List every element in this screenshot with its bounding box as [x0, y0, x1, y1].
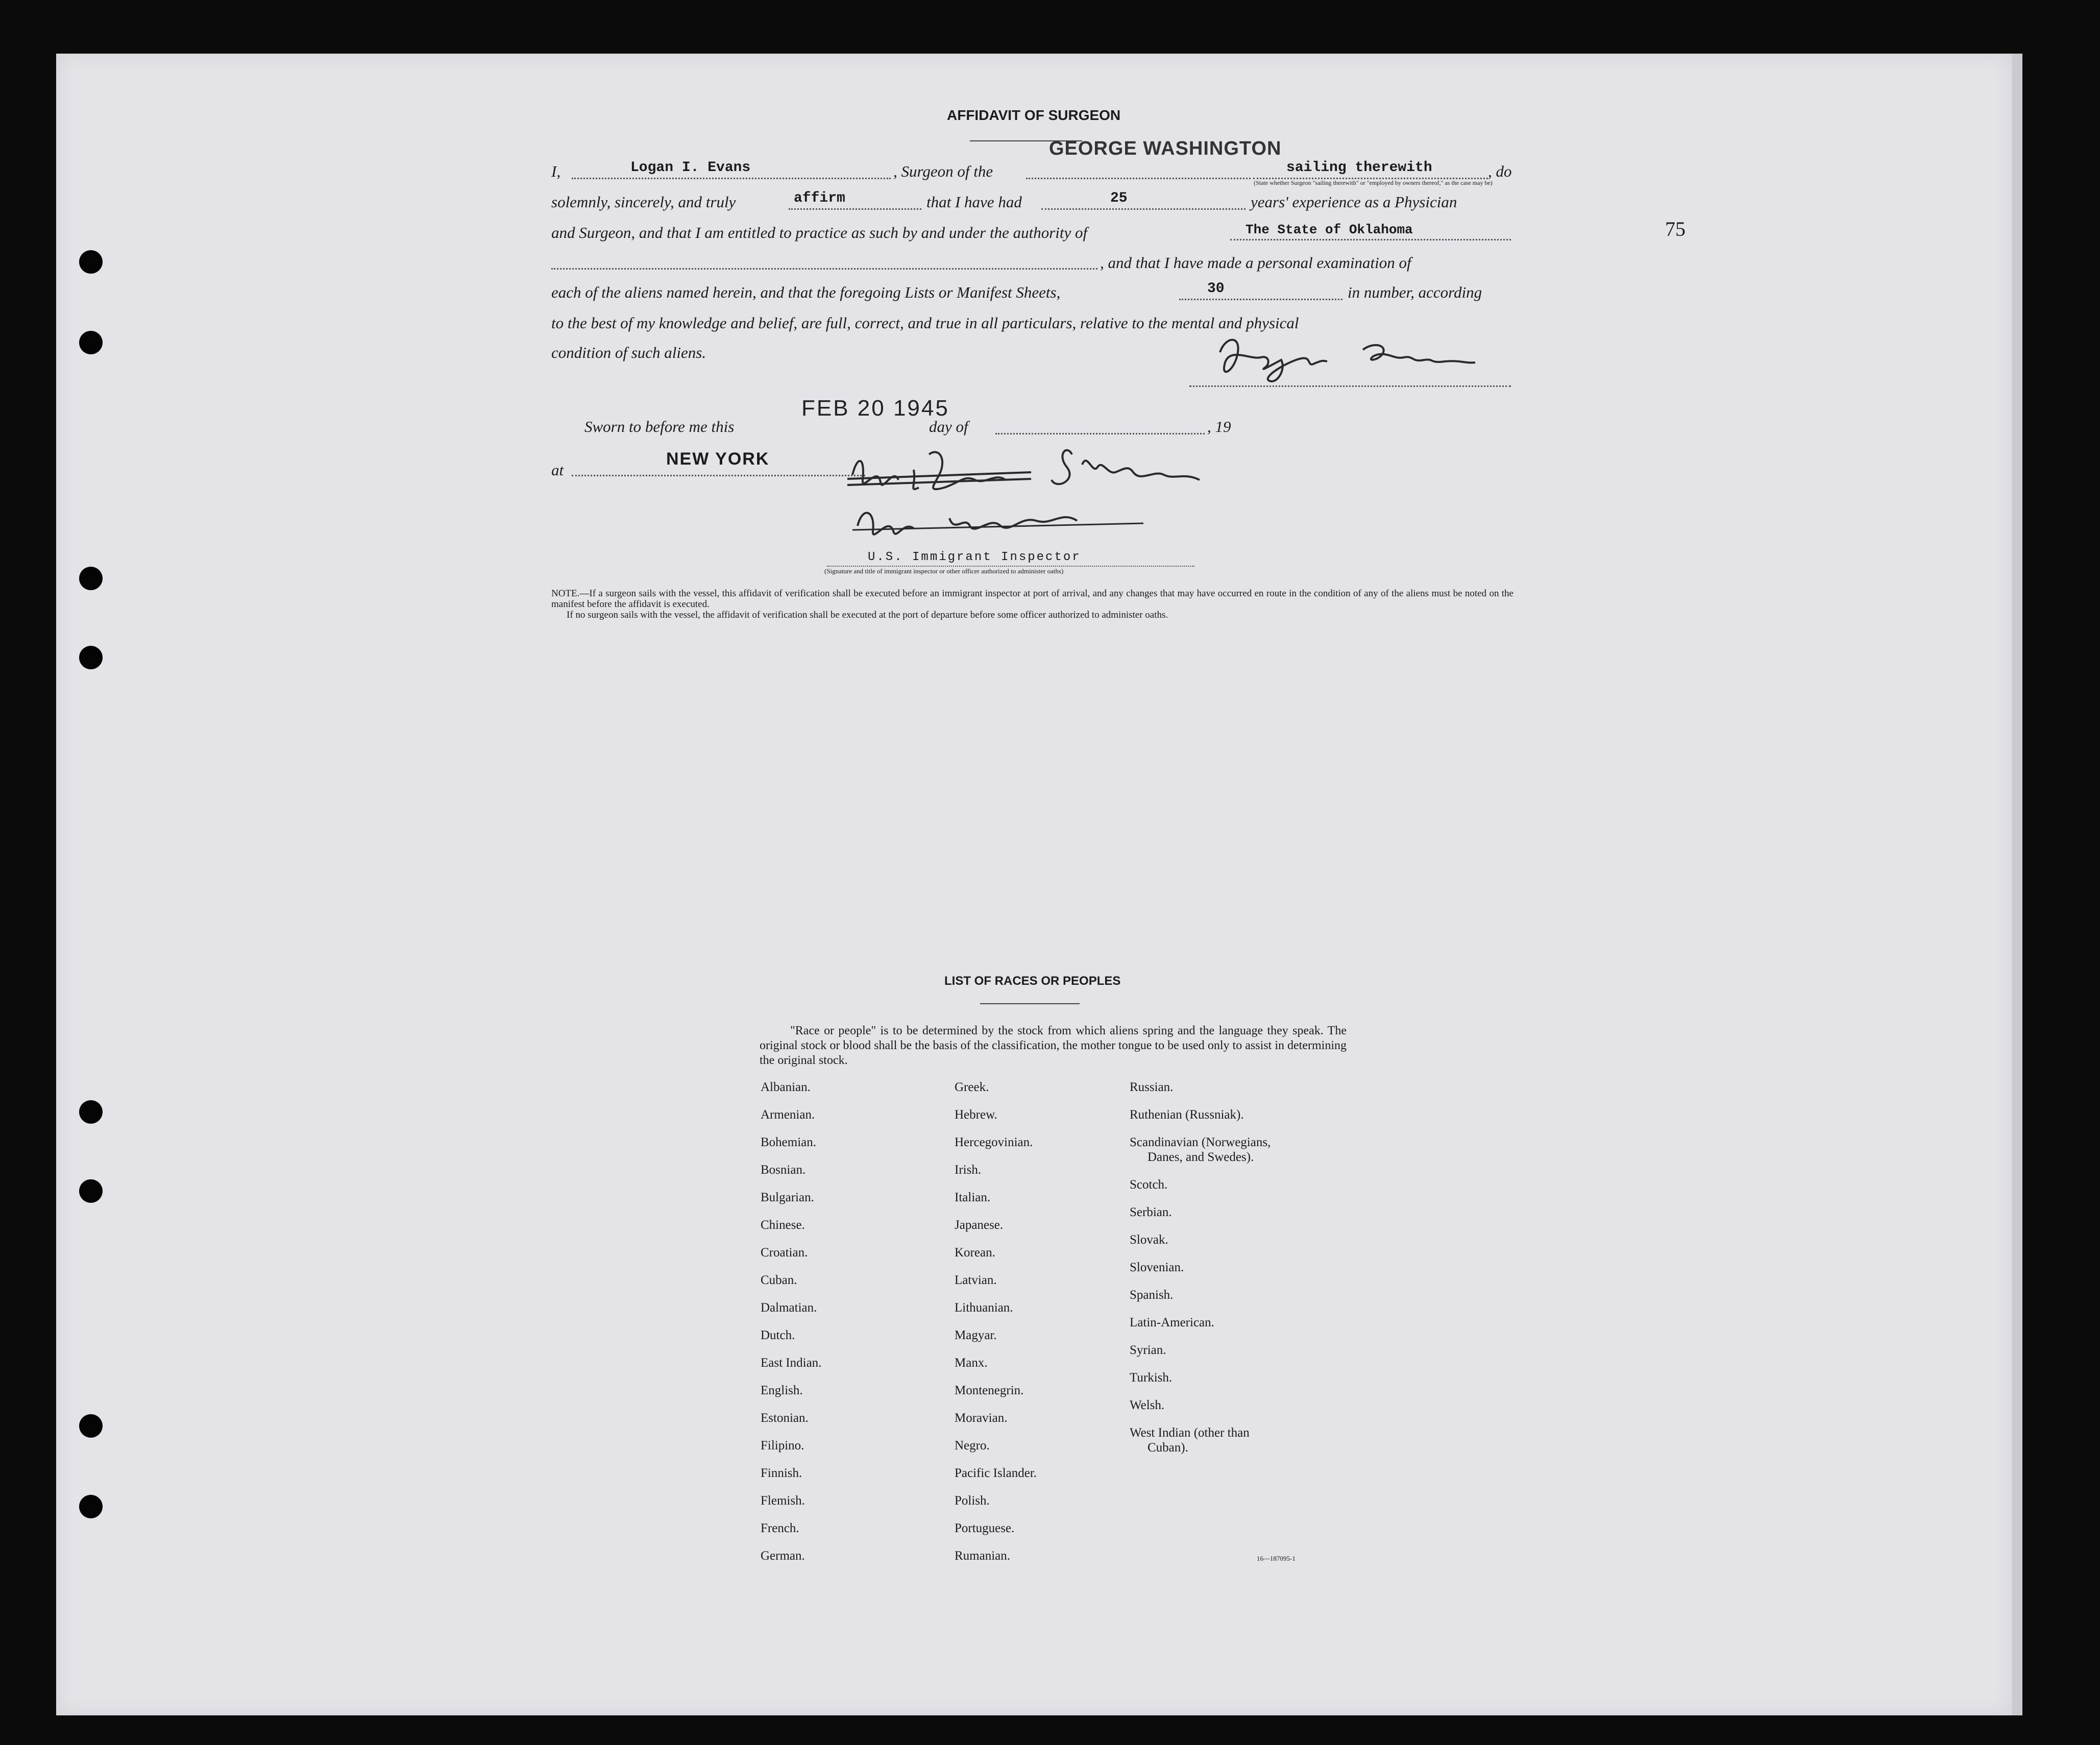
line5-prefix: each of the aliens named herein, and that the foregoing Lists or Manifest Sheets,	[551, 283, 1061, 301]
line5-suffix: in number, according	[1348, 283, 1482, 301]
years-line	[1041, 208, 1246, 210]
race-item: Turkish.	[1130, 1371, 1173, 1385]
race-item: French.	[761, 1521, 799, 1535]
surgeon-name: Logan I. Evans	[630, 160, 751, 176]
race-item: Hebrew.	[955, 1108, 997, 1122]
race-item: Croatian.	[761, 1246, 808, 1259]
races-column-1	[761, 1080, 821, 1576]
sailing-caption: (State whether Surgeon "sailing therewith" or "employed by owners thereof," as the case may be)	[1254, 179, 1493, 186]
races-title-rule	[980, 1003, 1080, 1004]
form-number: 16—187095-1	[1257, 1555, 1296, 1562]
affidavit-note	[551, 588, 1513, 620]
race-item: Bulgarian.	[761, 1191, 814, 1204]
authority-value: The State of Oklahoma	[1246, 222, 1413, 237]
place-line	[572, 475, 865, 476]
race-item: Latin-American.	[1130, 1316, 1214, 1329]
race-item: Italian.	[955, 1191, 991, 1204]
page-edge	[2012, 54, 2022, 1715]
race-item: Dalmatian.	[761, 1301, 817, 1315]
races-intro: "Race or people" is to be determined by the stock from which aliens spring and the language they speak. The original stock or blood shall be the basis of the classification, the mother tongue to be used only to assist in determining the original stock.	[760, 1024, 1347, 1067]
race-item: Korean.	[955, 1246, 995, 1259]
authority-line-cont	[551, 268, 1097, 270]
race-item: Portuguese.	[955, 1521, 1015, 1535]
race-item: West Indian (other than	[1130, 1426, 1250, 1440]
race-item: Albanian.	[761, 1080, 811, 1094]
line4-text: , and that I have made a personal examination of	[1100, 254, 1411, 272]
surgeon-signature-line	[1189, 385, 1511, 387]
punch-hole	[79, 1100, 103, 1124]
race-item: Cuban).	[1147, 1441, 1188, 1455]
line2-mid: that I have had	[926, 193, 1022, 211]
punch-hole	[79, 1495, 103, 1518]
affirm-line	[789, 208, 921, 210]
years-value: 25	[1110, 190, 1128, 206]
note-paragraph-1: NOTE.—If a surgeon sails with the vessel, this affidavit of verification shall be executed before an immigrant inspector at port of arrival, and any changes that may have occurred en route in the condition of any of the aliens must be noted on the manifest before the affidavit is executed.	[551, 588, 1513, 610]
race-item: Flemish.	[761, 1494, 805, 1508]
race-item: English.	[761, 1384, 803, 1397]
race-item: Japanese.	[955, 1218, 1004, 1232]
race-item: Greek.	[955, 1080, 989, 1094]
surgeon-name-line	[572, 178, 891, 179]
race-item: Rumanian.	[955, 1549, 1011, 1563]
at-prefix: at	[551, 461, 564, 479]
line1-mid: , Surgeon of the	[893, 162, 993, 180]
line3-text: and Surgeon, and that I am entitled to practice as such by and under the authority of	[551, 224, 1088, 241]
line1-suffix: , do	[1488, 162, 1512, 180]
race-item: Russian.	[1130, 1080, 1174, 1094]
sworn-mid: day of	[929, 418, 968, 435]
race-item: Finnish.	[761, 1466, 802, 1480]
races-title: LIST OF RACES OR PEOPLES	[944, 974, 1121, 988]
race-item: Manx.	[955, 1356, 988, 1370]
race-item: Hercegovinian.	[955, 1135, 1033, 1149]
line7-text: condition of such aliens.	[551, 344, 706, 361]
punch-hole	[79, 567, 103, 590]
surgeon-signature	[1210, 332, 1496, 388]
race-item: Montenegrin.	[955, 1384, 1024, 1397]
race-item: Irish.	[955, 1163, 982, 1177]
race-item: Slovenian.	[1130, 1261, 1184, 1274]
race-item: Lithuanian.	[955, 1301, 1013, 1315]
punch-hole	[79, 646, 103, 669]
line2-prefix: solemnly, sincerely, and truly	[551, 193, 736, 211]
sworn-prefix: Sworn to before me this	[584, 418, 735, 435]
race-item: Latvian.	[955, 1273, 997, 1287]
race-item: Moravian.	[955, 1411, 1008, 1425]
punch-hole	[79, 331, 103, 354]
ship-name-stamp: GEORGE WASHINGTON	[1049, 138, 1282, 159]
race-item: Armenian.	[761, 1108, 815, 1122]
race-item: Cuban.	[761, 1273, 797, 1287]
race-item: Bohemian.	[761, 1135, 817, 1149]
races-column-2	[955, 1080, 1037, 1576]
race-item: Spanish.	[1130, 1288, 1174, 1302]
punch-hole	[79, 1179, 103, 1203]
race-item: Ruthenian (Russniak).	[1130, 1108, 1244, 1122]
line2-suffix: years' experience as a Physician	[1251, 193, 1457, 211]
race-item: Chinese.	[761, 1218, 805, 1232]
race-item: Serbian.	[1130, 1205, 1172, 1219]
sworn-date-stamp: FEB 20 1945	[801, 396, 949, 421]
affirm-value: affirm	[794, 190, 845, 206]
race-item: Filipino.	[761, 1439, 804, 1452]
race-item: Slovak.	[1130, 1233, 1168, 1247]
race-item: Scandinavian (Norwegians,	[1130, 1135, 1271, 1149]
race-item: Estonian.	[761, 1411, 809, 1425]
line1-prefix: I,	[551, 162, 561, 180]
race-item: Dutch.	[761, 1328, 795, 1342]
note-paragraph-2: If no surgeon sails with the vessel, the affidavit of verification shall be executed at the port of departure before some officer authorized to administer oaths.	[567, 610, 1168, 620]
place-stamp: NEW YORK	[666, 449, 770, 469]
race-item: Welsh.	[1130, 1398, 1165, 1412]
sworn-month-line	[995, 433, 1205, 434]
inspector-caption: (Signature and title of immigrant inspector or other officer authorized to administer oaths)	[824, 567, 1064, 575]
punch-hole	[79, 1414, 103, 1438]
sailing-status: sailing therewith	[1286, 160, 1432, 176]
race-item: Pacific Islander.	[955, 1466, 1037, 1480]
page-number: 75	[1665, 217, 1686, 240]
race-item: Magyar.	[955, 1328, 997, 1342]
race-item: Danes, and Swedes).	[1147, 1150, 1254, 1164]
sheets-value: 30	[1207, 281, 1225, 297]
inspector-title: U.S. Immigrant Inspector	[868, 550, 1081, 564]
sworn-suffix: , 19	[1207, 418, 1231, 435]
ship-line	[1026, 178, 1251, 179]
races-column-3	[1130, 1080, 1271, 1468]
race-item: German.	[761, 1549, 805, 1563]
race-item: Scotch.	[1130, 1178, 1168, 1192]
affidavit-title: AFFIDAVIT OF SURGEON	[947, 107, 1121, 123]
race-item: Syrian.	[1130, 1343, 1166, 1357]
race-item: Polish.	[955, 1494, 990, 1508]
sheets-line	[1179, 299, 1342, 300]
race-item: Negro.	[955, 1439, 990, 1452]
race-item: East Indian.	[761, 1356, 822, 1370]
authority-line	[1230, 239, 1511, 240]
inspector-signature-line	[827, 566, 1194, 567]
punch-hole	[79, 250, 103, 274]
line6-text: to the best of my knowledge and belief, are full, correct, and true in all particulars, relative to the mental and physical	[551, 314, 1299, 332]
race-item: Bosnian.	[761, 1163, 806, 1177]
